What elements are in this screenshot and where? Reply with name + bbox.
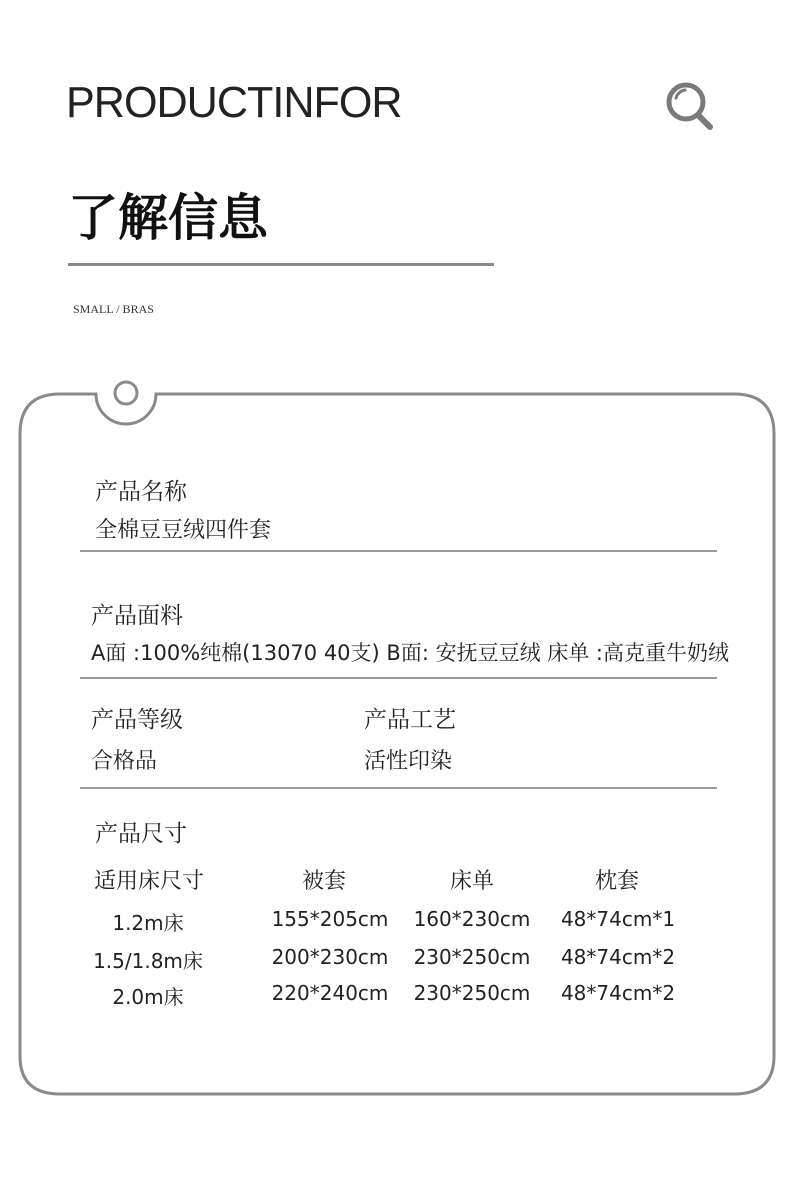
table-cell: 1.2m床 xyxy=(112,911,184,935)
divider xyxy=(80,677,717,679)
product-craft-label: 产品工艺 xyxy=(364,707,456,733)
size-header-duvet: 被套 xyxy=(301,869,346,894)
table-cell: 155*205cm xyxy=(271,907,389,931)
table-cell: 48*74cm*2 xyxy=(560,981,676,1005)
search-icon xyxy=(664,80,714,132)
product-name-label: 产品名称 xyxy=(95,479,187,505)
title-divider xyxy=(68,263,494,266)
table-cell: 48*74cm*1 xyxy=(560,907,676,931)
product-name-value: 全棉豆豆绒四件套 xyxy=(95,518,272,543)
english-title: PRODUCTINFOR xyxy=(66,78,402,127)
product-size-label: 产品尺寸 xyxy=(95,821,187,847)
product-fabric-label: 产品面料 xyxy=(91,603,183,629)
table-cell: 230*250cm xyxy=(413,945,531,969)
size-header-pillowcase: 枕套 xyxy=(594,869,639,894)
page-title: 了解信息 xyxy=(68,189,268,247)
table-cell: 200*230cm xyxy=(271,945,389,969)
size-header-sheet: 床单 xyxy=(449,869,494,894)
divider xyxy=(80,550,717,552)
product-craft-value: 活性印染 xyxy=(364,749,453,774)
subtitle: SMALL / BRAS xyxy=(73,302,154,316)
size-header-bed: 适用床尺寸 xyxy=(94,869,205,894)
product-fabric-value: A面 :100%纯棉(13070 40支) B面: 安抚豆豆绒 床单 :高克重牛奶绒 xyxy=(91,641,729,665)
table-cell: 220*240cm xyxy=(271,981,389,1005)
divider xyxy=(80,787,717,789)
table-cell: 160*230cm xyxy=(413,907,531,931)
table-cell: 230*250cm xyxy=(413,981,531,1005)
product-grade-value: 合格品 xyxy=(91,749,158,774)
product-grade-label: 产品等级 xyxy=(91,707,183,733)
table-cell: 48*74cm*2 xyxy=(560,945,676,969)
table-cell: 2.0m床 xyxy=(112,985,184,1009)
table-cell: 1.5/1.8m床 xyxy=(93,949,203,973)
